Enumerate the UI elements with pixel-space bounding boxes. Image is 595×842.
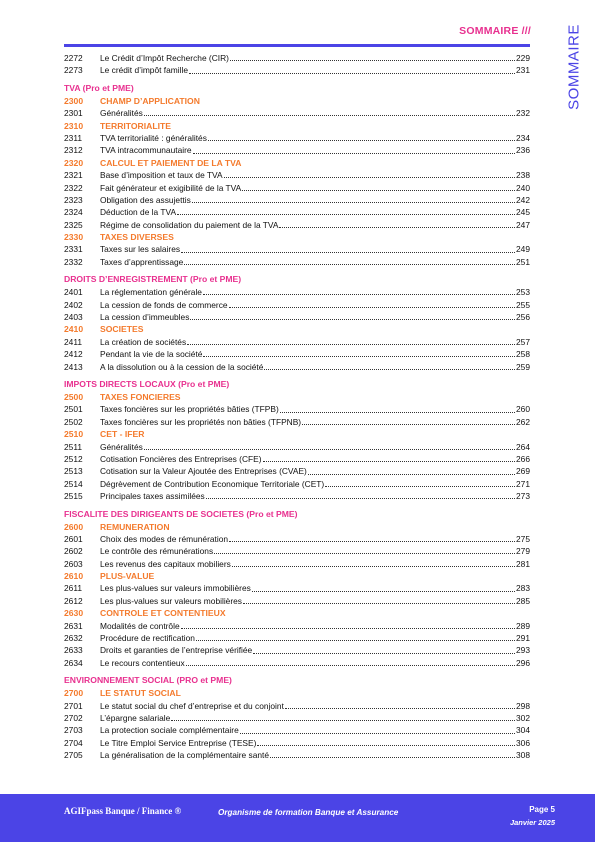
toc-entry-page: 258	[516, 349, 530, 360]
toc-dot-leader	[224, 170, 515, 178]
toc-entry-number: 2514	[64, 478, 83, 489]
toc-entry-page: 306	[516, 737, 530, 748]
toc-entry-label: Les plus-values sur valeurs immobilières	[100, 583, 251, 594]
toc-entry-number: 2322	[64, 182, 83, 193]
toc-section-heading: ENVIRONNEMENT SOCIAL (PRO et PME)	[64, 675, 232, 686]
toc-entry-page: 249	[516, 244, 530, 255]
toc-subsection-heading	[64, 428, 530, 440]
toc-subsection-heading	[64, 391, 530, 403]
toc-subsection-number: 2410	[64, 324, 84, 335]
toc-entry-number: 2603	[64, 558, 83, 569]
toc-entry[interactable]	[64, 478, 530, 490]
toc-section-heading: TVA (Pro et PME)	[64, 82, 134, 93]
toc-entry-number: 2502	[64, 416, 83, 427]
toc-entry-page: 245	[516, 207, 530, 218]
toc-dot-leader	[252, 584, 515, 592]
toc-entry-label: Taxes sur les salaires	[100, 244, 181, 255]
toc-entry-number: 2511	[64, 441, 83, 452]
toc-entry-page: 242	[516, 194, 530, 205]
toc-entry[interactable]	[64, 403, 530, 415]
toc-entry-page: 308	[516, 750, 530, 761]
toc-entry[interactable]	[64, 361, 530, 373]
toc-dot-leader	[208, 133, 515, 141]
toc-entry-number: 2401	[64, 287, 83, 298]
toc-entry-page: 238	[516, 170, 530, 181]
toc-entry-number: 2323	[64, 194, 83, 205]
toc-entry-page: 298	[516, 700, 530, 711]
toc-entry-label: L’épargne salariale	[100, 712, 171, 723]
toc-subsection-heading	[64, 687, 530, 699]
toc-entry-number: 2612	[64, 595, 83, 606]
toc-entry-label: La généralisation de la complémentaire santé	[100, 750, 270, 761]
toc-dot-leader	[187, 337, 515, 345]
toc-entry[interactable]	[64, 132, 530, 144]
toc-entry-number: 2634	[64, 657, 83, 668]
toc-entry-number: 2332	[64, 256, 83, 267]
toc-entry-label: La cession d’immeubles	[100, 312, 190, 323]
toc-entry-label: Fait générateur et exigibilité de la TVA	[100, 182, 242, 193]
toc-dot-leader	[280, 405, 515, 413]
header-rule	[64, 44, 530, 47]
toc-entry-number: 2273	[64, 65, 83, 76]
toc-dot-leader	[229, 300, 515, 308]
toc-entry[interactable]	[64, 595, 530, 607]
toc-entry[interactable]	[64, 558, 530, 570]
toc-dot-leader	[270, 750, 515, 758]
footer-organisation: Organisme de formation Banque et Assurance	[218, 808, 399, 817]
toc-entry[interactable]	[64, 311, 530, 323]
toc-subsection-heading	[64, 231, 530, 243]
toc-entry-label: Généralités	[100, 441, 143, 452]
toc-dot-leader	[193, 146, 515, 154]
toc-entry-number: 2602	[64, 546, 83, 557]
toc-entry-number: 2515	[64, 491, 83, 502]
toc-entry[interactable]	[64, 582, 530, 594]
toc-entry[interactable]	[64, 256, 530, 268]
toc-entry-number: 2611	[64, 583, 83, 594]
toc-dot-leader	[264, 362, 515, 370]
toc-entry-number: 2633	[64, 645, 83, 656]
toc-entry-label: La réglementation générale	[100, 287, 202, 298]
toc-entry-page: 240	[516, 182, 530, 193]
toc-entry[interactable]	[64, 182, 530, 194]
toc-entry[interactable]	[64, 644, 530, 656]
toc-entry-number: 2311	[64, 132, 83, 143]
toc-entry[interactable]	[64, 107, 530, 119]
toc-entry-label: La cession de fonds de commerce	[100, 299, 228, 310]
toc-entry[interactable]	[64, 194, 530, 206]
toc-entry-label: Régime de consolidation du paiement de la TVA	[100, 219, 279, 230]
toc-entry-label: Le crédit d’impôt famille	[100, 65, 188, 76]
toc-subsection-number: 2600	[64, 521, 84, 532]
toc-entry-page: 236	[516, 145, 530, 156]
toc-entry[interactable]	[64, 657, 530, 669]
toc-subsection-label: REMUNERATION	[100, 521, 170, 532]
toc-dot-leader	[214, 546, 515, 554]
toc-entry-number: 2601	[64, 533, 83, 544]
toc-entry-page: 264	[516, 441, 530, 452]
toc-entry-number: 2701	[64, 700, 83, 711]
toc-entry-number: 2325	[64, 219, 83, 230]
toc-entry[interactable]	[64, 286, 530, 298]
toc-entry-page: 266	[516, 453, 530, 464]
page-footer	[0, 794, 595, 842]
toc-entry-number: 2705	[64, 750, 83, 761]
toc-entry-label: Généralités	[100, 108, 143, 119]
toc-subsection-label: LE STATUT SOCIAL	[100, 688, 181, 699]
toc-entry-label: Choix des modes de rémunération	[100, 533, 229, 544]
toc-subsection-label: TAXES DIVERSES	[100, 232, 174, 243]
toc-entry-page: 275	[516, 533, 530, 544]
toc-entry-label: A la dissolution ou à la cession de la société	[100, 361, 264, 372]
toc-entry-number: 2411	[64, 336, 83, 347]
toc-entry-label: Le Crédit d’Impôt Recherche (CIR)	[100, 53, 229, 63]
toc-entry[interactable]	[64, 465, 530, 477]
toc-entry[interactable]	[64, 632, 530, 644]
toc-entry-number: 2412	[64, 349, 83, 360]
toc-dot-leader	[181, 245, 515, 253]
toc-dot-leader	[190, 312, 515, 320]
toc-entry-number: 2301	[64, 108, 83, 119]
toc-subsection-heading	[64, 120, 530, 132]
toc-entry[interactable]	[64, 52, 530, 64]
toc-entry-page: 283	[516, 583, 530, 594]
toc-entry-label: Obligation des assujettis	[100, 194, 191, 205]
toc-dot-leader	[196, 633, 515, 641]
toc-entry[interactable]	[64, 749, 530, 761]
toc-subsection-heading	[64, 607, 530, 619]
toc-subsection-label: PLUS-VALUE	[100, 571, 155, 582]
toc-dot-leader	[232, 559, 515, 567]
toc-entry-label: Procédure de rectification	[100, 633, 195, 644]
toc-dot-leader	[243, 596, 515, 604]
toc-dot-leader	[184, 257, 515, 265]
toc-entry-number: 2331	[64, 244, 83, 255]
toc-entry-page: 302	[516, 712, 530, 723]
toc-entry[interactable]	[64, 243, 530, 255]
toc-subsection-number: 2610	[64, 571, 84, 582]
toc-dot-leader	[171, 713, 515, 721]
toc-entry-page: 247	[516, 219, 530, 230]
toc-dot-leader	[325, 479, 515, 487]
toc-subsection-heading	[64, 157, 530, 169]
toc-entry-page: 253	[516, 287, 530, 298]
toc-entry[interactable]	[64, 545, 530, 557]
toc-entry-label: Le statut social du chef d’entreprise et du conjoint	[100, 700, 284, 711]
toc-entry-number: 2403	[64, 312, 83, 323]
toc-section-heading: DROITS D’ENREGISTREMENT (Pro et PME)	[64, 274, 242, 285]
toc-entry[interactable]	[64, 416, 530, 428]
toc-entry-label: La protection sociale complémentaire	[100, 725, 239, 736]
toc-entry-page: 296	[516, 657, 530, 668]
footer-brand: AGIFpass Banque / Finance ®	[64, 806, 182, 816]
toc-entry-label: La création de sociétés	[100, 336, 187, 347]
toc-entry-number: 2413	[64, 361, 83, 372]
toc-entry-label: Cotisation Foncières des Entreprises (CFE)	[100, 453, 262, 464]
toc-entry-label: TVA territorialité : généralités	[100, 132, 207, 143]
toc-entry-number: 2501	[64, 404, 83, 415]
toc-dot-leader	[192, 195, 515, 203]
toc-entry-page: 229	[516, 53, 530, 63]
toc-entry-label: Taxes foncières sur les propriétés non bâties (TFPNB)	[100, 416, 302, 427]
toc-dot-leader	[203, 349, 515, 357]
toc-entry-number: 2702	[64, 712, 83, 723]
toc-entry-page: 304	[516, 725, 530, 736]
toc-dot-leader	[240, 726, 515, 734]
toc-entry[interactable]	[64, 737, 530, 749]
toc-entry[interactable]	[64, 533, 530, 545]
toc-entry-number: 2632	[64, 633, 83, 644]
toc-entry[interactable]	[64, 144, 530, 156]
toc-entry-page: 293	[516, 645, 530, 656]
toc-entry[interactable]	[64, 724, 530, 736]
toc-entry-page: 259	[516, 361, 530, 372]
toc-entry-number: 2321	[64, 170, 83, 181]
toc-dot-leader	[285, 701, 515, 709]
toc-entry-number: 2513	[64, 466, 83, 477]
toc-entry-label: Dégrèvement de Contribution Economique Territoriale (CET)	[100, 478, 325, 489]
toc-entry[interactable]	[64, 206, 530, 218]
toc-entry-page: 234	[516, 132, 530, 143]
toc-entry-label: Principales taxes assimilées	[100, 491, 205, 502]
toc-dot-leader	[144, 442, 515, 450]
footer-page-number: Page 5	[529, 805, 555, 814]
toc-subsection-label: SOCIETES	[100, 324, 144, 335]
toc-subsection-number: 2700	[64, 688, 84, 699]
toc-dot-leader	[263, 454, 516, 462]
toc-dot-leader	[279, 220, 515, 228]
toc-entry-label: Taxes d’apprentissage	[100, 256, 184, 267]
footer-date: Janvier 2025	[509, 818, 555, 827]
toc-dot-leader	[230, 53, 515, 61]
toc-entry[interactable]	[64, 620, 530, 632]
toc-entry-page: 281	[516, 558, 530, 569]
toc-dot-leader	[181, 621, 515, 629]
side-label-text: SOMMAIRE	[565, 24, 583, 110]
toc-entry-label: Les revenus des capitaux mobiliers	[100, 558, 231, 569]
toc-entry-label: Droits et garanties de l’entreprise vérifiée	[100, 645, 253, 656]
toc-entry[interactable]	[64, 441, 530, 453]
toc-subsection-label: TAXES FONCIERES	[100, 391, 181, 402]
toc-entry-label: Cotisation sur la Valeur Ajoutée des Entreprises (CVAE)	[100, 466, 307, 477]
toc-entry[interactable]	[64, 712, 530, 724]
toc-entry[interactable]	[64, 348, 530, 360]
toc-entry-number: 2631	[64, 620, 83, 631]
toc-entry-page: 256	[516, 312, 530, 323]
toc-entry-page: 255	[516, 299, 530, 310]
toc-dot-leader	[308, 467, 515, 475]
toc-entry-label: Modalités de contrôle	[100, 620, 180, 631]
toc-entry-page: 232	[516, 108, 530, 119]
toc-entry-label: Taxes foncières sur les propriétés bâties (TFPB)	[100, 404, 279, 415]
toc-dot-leader	[253, 646, 515, 654]
toc-entry-label: TVA intracommunautaire	[100, 145, 192, 156]
toc-entry-label: Déduction de la TVA	[100, 207, 177, 218]
toc-entry-label: Le Titre Emploi Service Entreprise (TESE)	[100, 737, 257, 748]
toc-entry[interactable]	[64, 700, 530, 712]
toc-subsection-heading	[64, 323, 530, 335]
toc-section-heading: FISCALITE DES DIRIGEANTS DE SOCIETES (Pro et PME)	[64, 508, 298, 519]
toc-subsection-number: 2500	[64, 391, 84, 402]
toc-entry-number: 2402	[64, 299, 83, 310]
toc-dot-leader	[206, 491, 515, 499]
toc-entry-number: 2703	[64, 725, 83, 736]
toc-entry-page: 269	[516, 466, 530, 477]
toc-dot-leader	[144, 108, 515, 116]
toc-entry-page: 251	[516, 256, 530, 267]
page-header-title: SOMMAIRE ///	[459, 25, 531, 37]
toc-section-heading: IMPOTS DIRECTS LOCAUX (Pro et PME)	[64, 378, 230, 389]
toc-entry-page: 257	[516, 336, 530, 347]
toc-entry-label: Le contrôle des rémunérations	[100, 546, 214, 557]
toc-entry[interactable]	[64, 299, 530, 311]
toc-subsection-heading	[64, 570, 530, 582]
toc-entry[interactable]	[64, 169, 530, 181]
toc-dot-leader	[203, 287, 515, 295]
toc-entry-page: 260	[516, 404, 530, 415]
toc-entry[interactable]	[64, 453, 530, 465]
toc-entry[interactable]	[64, 219, 530, 231]
toc-subsection-label: TERRITORIALITE	[100, 120, 171, 131]
toc-entry-page: 231	[516, 65, 530, 76]
side-label	[566, 24, 582, 110]
toc-subsection-label: CHAMP D’APPLICATION	[100, 95, 200, 106]
toc-subsection-label: CALCUL ET PAIEMENT DE LA TVA	[100, 157, 242, 168]
toc-dot-leader	[229, 534, 515, 542]
toc-entry-page: 273	[516, 491, 530, 502]
toc-dot-leader	[189, 66, 515, 74]
toc-subsection-heading	[64, 95, 530, 107]
toc-entry-number: 2512	[64, 453, 83, 464]
toc-dot-leader	[302, 417, 515, 425]
toc-dot-leader	[242, 183, 515, 191]
toc-entry-page: 262	[516, 416, 530, 427]
toc-subsection-heading	[64, 521, 530, 533]
toc-entry-page: 289	[516, 620, 530, 631]
toc-entry-label: Le recours contentieux	[100, 657, 185, 668]
toc-dot-leader	[186, 658, 515, 666]
table-of-contents	[64, 52, 530, 762]
toc-entry-number: 2704	[64, 737, 83, 748]
toc-entry-page: 271	[516, 478, 530, 489]
toc-subsection-number: 2300	[64, 95, 84, 106]
toc-entry-number: 2272	[64, 53, 83, 63]
toc-subsection-number: 2510	[64, 429, 84, 440]
toc-dot-leader	[177, 207, 515, 215]
toc-subsection-number: 2330	[64, 232, 84, 243]
toc-entry-number: 2324	[64, 207, 83, 218]
toc-subsection-number: 2630	[64, 608, 84, 619]
toc-entry-page: 291	[516, 633, 530, 644]
toc-entry-label: Pendant la vie de la société	[100, 349, 203, 360]
toc-subsection-number: 2320	[64, 157, 84, 168]
toc-subsection-number: 2310	[64, 120, 84, 131]
toc-entry-number: 2312	[64, 145, 83, 156]
toc-entry-page: 285	[516, 595, 530, 606]
toc-subsection-label: CONTROLE ET CONTENTIEUX	[100, 608, 226, 619]
toc-entry[interactable]	[64, 64, 530, 76]
toc-entry-page: 279	[516, 546, 530, 557]
toc-entry-label: Les plus-values sur valeurs mobilières	[100, 595, 242, 606]
toc-entry-label: Base d’imposition et taux de TVA	[100, 170, 223, 181]
toc-subsection-label: CET - IFER	[100, 429, 145, 440]
toc-entry[interactable]	[64, 336, 530, 348]
toc-dot-leader	[257, 738, 515, 746]
toc-entry[interactable]	[64, 490, 530, 502]
